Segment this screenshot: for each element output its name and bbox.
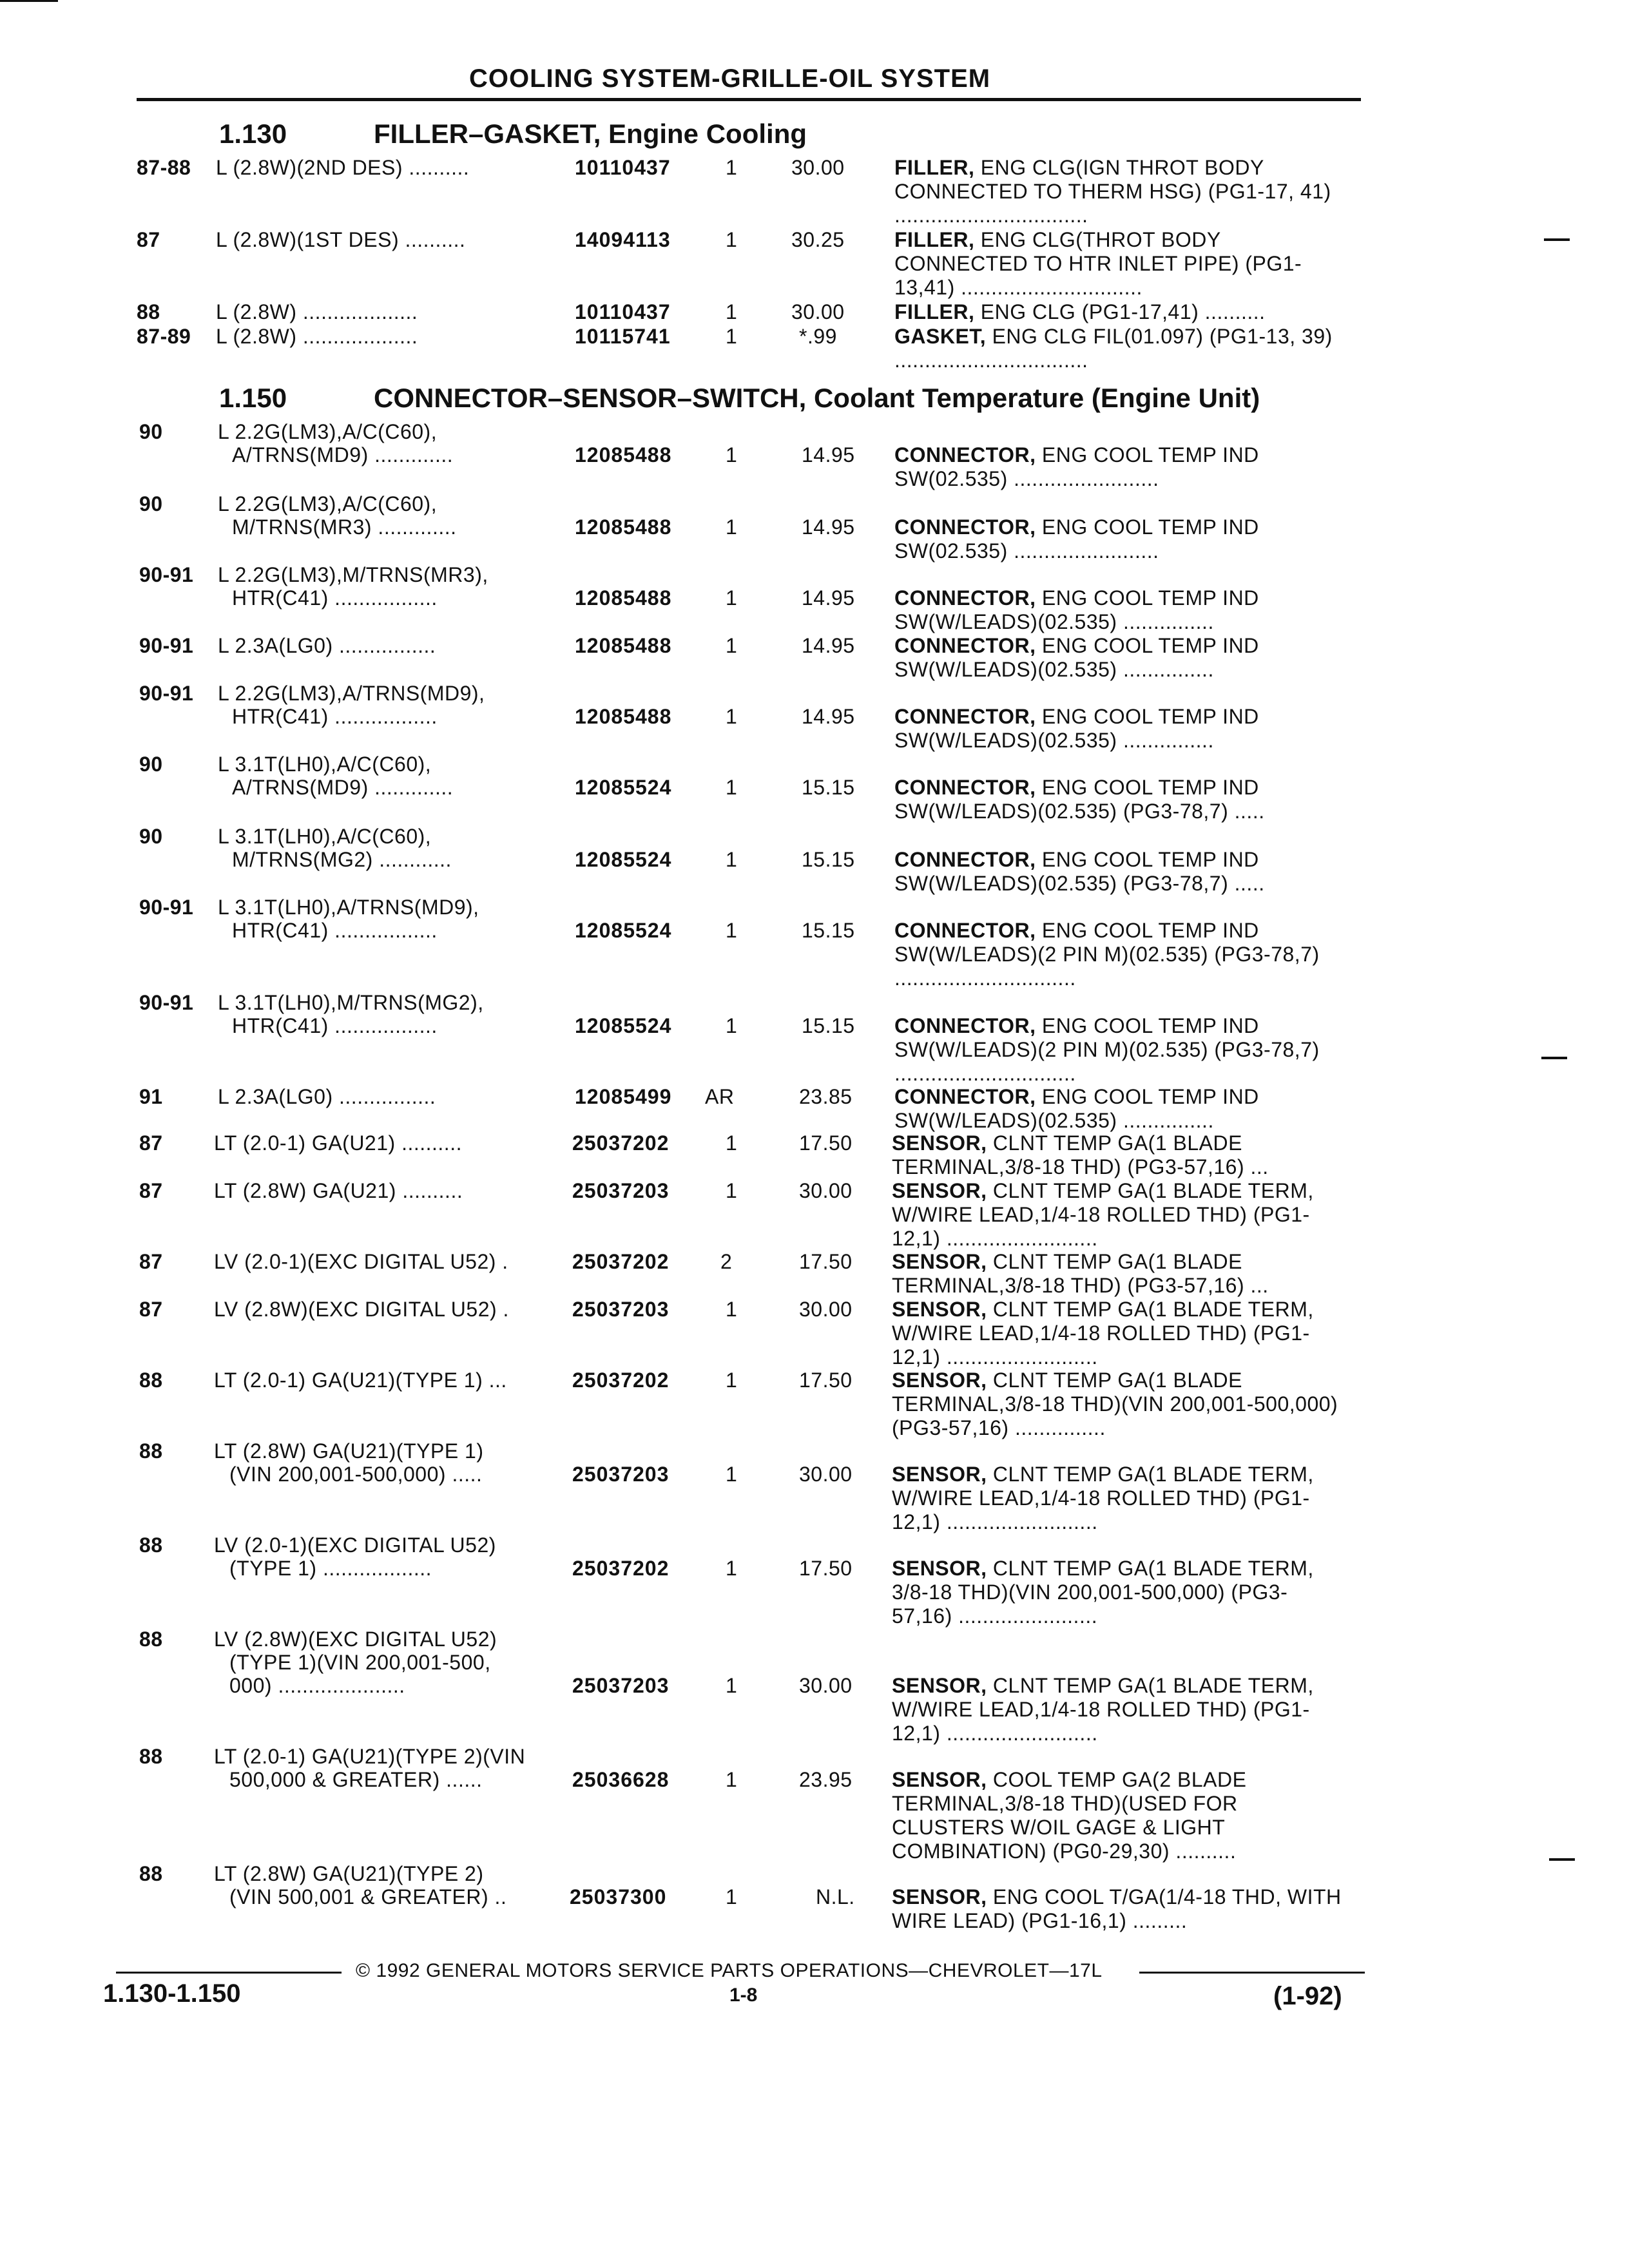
desc-keyword: SENSOR, (892, 1463, 987, 1486)
header-rule (137, 98, 1361, 101)
row-model: L 3.1T(LH0),A/C(C60), (218, 825, 432, 848)
row-description (892, 1885, 1343, 1933)
desc-keyword: SENSOR, (892, 1369, 987, 1392)
row-model: LT (2.0-1) GA(U21)(TYPE 2)(VIN (214, 1745, 526, 1768)
row-qty: 1 (726, 1131, 738, 1155)
row-year: 90 (139, 492, 163, 515)
row-part-number: 12085524 (575, 919, 672, 942)
row-qty: 1 (726, 325, 738, 348)
row-qty: 1 (726, 1674, 738, 1697)
desc-keyword: SENSOR, (892, 1885, 987, 1908)
row-price: 17.50 (799, 1557, 853, 1580)
row-year: 87 (137, 228, 160, 251)
row-price: 23.85 (799, 1085, 853, 1108)
row-year: 88 (139, 1369, 163, 1392)
row-model: LV (2.0-1)(EXC DIGITAL U52) . (214, 1250, 508, 1273)
desc-text: ENG COOL TEMP IND SW(W/LEADS)(02.535) ............... (894, 705, 1259, 752)
row-description (894, 1014, 1345, 1086)
row-model: LT (2.0-1) GA(U21) .......... (214, 1131, 462, 1155)
row-model: L 3.1T(LH0),M/TRNS(MG2), (218, 991, 484, 1014)
row-model-cont: HTR(C41) ................. (232, 586, 438, 610)
row-price: 14.95 (802, 443, 855, 466)
row-price: 30.00 (791, 300, 845, 323)
row-part-number: 25037202 (572, 1369, 670, 1392)
row-part-number: 10110437 (575, 156, 671, 179)
desc-text: CLNT TEMP GA(1 BLADE TERM, W/WIRE LEAD,1/4-18 ROLLED THD) (PG1-12,1) ......................... (892, 1298, 1314, 1369)
row-model: L 2.2G(LM3),A/C(C60), (218, 420, 438, 443)
row-model: L 2.3A(LG0) ................ (218, 634, 436, 657)
row-description (892, 1369, 1343, 1440)
row-price: 23.95 (799, 1768, 853, 1791)
row-part-number: 25037300 (570, 1885, 667, 1908)
desc-keyword: CONNECTOR, (894, 634, 1036, 657)
row-qty: 1 (726, 156, 738, 179)
row-model-cont: (TYPE 1)(VIN 200,001-500, (229, 1651, 491, 1674)
row-part-number: 14094113 (575, 228, 671, 251)
row-model: L (2.8W) ................... (216, 325, 418, 348)
row-part-number: 25037202 (572, 1131, 670, 1155)
desc-keyword: SENSOR, (892, 1768, 987, 1791)
row-part-number: 25037203 (572, 1298, 670, 1321)
row-part-number: 25037203 (572, 1463, 670, 1486)
row-year: 88 (139, 1628, 163, 1651)
row-price: 15.15 (802, 848, 855, 871)
section-title: FILLER–GASKET, Engine Cooling (374, 119, 807, 149)
desc-keyword: CONNECTOR, (894, 776, 1036, 799)
desc-keyword: CONNECTOR, (894, 919, 1036, 942)
desc-keyword: FILLER, (894, 156, 975, 179)
row-year: 87 (139, 1298, 163, 1321)
row-model: L 3.1T(LH0),A/TRNS(MD9), (218, 896, 479, 919)
row-qty: 1 (726, 1179, 738, 1202)
row-part-number: 25037203 (572, 1674, 670, 1697)
row-model-cont: HTR(C41) ................. (232, 1014, 438, 1037)
desc-keyword: CONNECTOR, (894, 848, 1036, 871)
row-part-number: 25037203 (572, 1179, 670, 1202)
row-description (894, 586, 1345, 634)
desc-text: ENG COOL TEMP IND SW(W/LEADS)(02.535) (PG3-78,7) ..... (894, 848, 1265, 895)
row-model: LT (2.8W) GA(U21) .......... (214, 1179, 463, 1202)
row-model: L 2.2G(LM3),A/TRNS(MD9), (218, 682, 485, 705)
row-part-number: 12085488 (575, 634, 672, 657)
corner-mark (0, 0, 58, 2)
row-model-cont: 500,000 & GREATER) ...... (229, 1768, 483, 1791)
row-qty: 1 (726, 1768, 738, 1791)
desc-keyword: FILLER, (894, 300, 975, 323)
row-qty: 1 (726, 1369, 738, 1392)
section-number: 1.150 (219, 383, 287, 413)
row-model-cont: M/TRNS(MG2) ............ (232, 848, 452, 871)
row-model-cont: A/TRNS(MD9) ............. (232, 776, 454, 799)
desc-text: ENG CLG(THROT BODY CONNECTED TO HTR INLET PIPE) (PG1-13,41) .............................. (894, 228, 1302, 299)
row-description (894, 156, 1345, 227)
desc-text: ENG COOL TEMP IND SW(W/LEADS)(02.535) ............... (894, 1085, 1259, 1132)
row-qty: 1 (726, 848, 738, 871)
row-description (892, 1131, 1343, 1179)
row-qty: 1 (726, 1298, 738, 1321)
row-price: 30.25 (791, 228, 845, 251)
footer-date-code: (1-92) (1273, 1982, 1342, 2010)
row-part-number: 25036628 (572, 1768, 670, 1791)
desc-text: CLNT TEMP GA(1 BLADE TERM, 3/8-18 THD)(VIN 200,001-500,000) (PG3-57,16) ....................... (892, 1557, 1314, 1628)
row-model-cont: (VIN 200,001-500,000) ..... (229, 1463, 483, 1486)
margin-mark (1541, 1057, 1567, 1059)
margin-mark (1549, 1858, 1575, 1861)
desc-keyword: SENSOR, (892, 1674, 987, 1697)
desc-text: ENG COOL TEMP IND SW(W/LEADS)(02.535) (PG3-78,7) ..... (894, 776, 1265, 823)
row-model: L 2.3A(LG0) ................ (218, 1085, 436, 1108)
row-price: 15.15 (802, 919, 855, 942)
row-model: L 3.1T(LH0),A/C(C60), (218, 753, 432, 776)
row-price: 14.95 (802, 634, 855, 657)
row-year: 88 (139, 1862, 163, 1885)
row-price: 14.95 (802, 515, 855, 539)
footer-page-number: 1-8 (729, 1984, 758, 2006)
desc-keyword: SENSOR, (892, 1179, 987, 1202)
row-description (894, 443, 1345, 491)
row-year: 87-89 (137, 325, 191, 348)
row-part-number: 12085488 (575, 705, 672, 728)
row-description (892, 1674, 1343, 1745)
desc-keyword: SENSOR, (892, 1131, 987, 1155)
row-description (892, 1250, 1343, 1298)
row-model: LT (2.0-1) GA(U21)(TYPE 1) ... (214, 1369, 507, 1392)
row-model-cont: HTR(C41) ................. (232, 705, 438, 728)
row-description (892, 1179, 1343, 1251)
row-qty: 1 (726, 515, 738, 539)
row-part-number: 25037202 (572, 1250, 670, 1273)
row-description (894, 228, 1345, 300)
row-model-cont: (VIN 500,001 & GREATER) .. (229, 1885, 507, 1908)
row-description (894, 919, 1345, 990)
row-qty: 2 (720, 1250, 733, 1273)
row-qty: 1 (726, 1463, 738, 1486)
row-price: *.99 (799, 325, 837, 348)
margin-mark (1544, 238, 1570, 241)
row-model-cont: M/TRNS(MR3) ............. (232, 515, 457, 539)
row-year: 88 (137, 300, 160, 323)
row-year: 90-91 (139, 634, 194, 657)
row-price: 17.50 (799, 1369, 853, 1392)
row-price: 30.00 (799, 1298, 853, 1321)
row-description (894, 1085, 1345, 1133)
row-year: 90-91 (139, 896, 194, 919)
row-description (892, 1557, 1343, 1628)
desc-keyword: CONNECTOR, (894, 586, 1036, 610)
footer-copyright: © 1992 GENERAL MOTORS SERVICE PARTS OPERATIONS—CHEVROLET—17L (356, 1960, 1103, 1981)
row-qty: 1 (726, 228, 738, 251)
desc-text: ENG COOL TEMP IND SW(02.535) ........................ (894, 443, 1259, 490)
desc-keyword: CONNECTOR, (894, 705, 1036, 728)
desc-text: ENG CLG(IGN THROT BODY CONNECTED TO THERM HSG) (PG1-17, 41) ................................ (894, 156, 1331, 227)
row-description (894, 776, 1345, 823)
desc-text: ENG COOL TEMP IND SW(W/LEADS)(2 PIN M)(02.535) (PG3-78,7) .............................. (894, 1014, 1320, 1085)
desc-text: ENG COOL TEMP IND SW(W/LEADS)(02.535) ............... (894, 634, 1259, 681)
row-description (894, 705, 1345, 753)
row-price: 30.00 (791, 156, 845, 179)
row-description (894, 300, 1345, 324)
row-qty: 1 (726, 443, 738, 466)
row-part-number: 12085524 (575, 848, 672, 871)
row-qty: 1 (726, 1014, 738, 1037)
row-year: 90 (139, 420, 163, 443)
desc-keyword: CONNECTOR, (894, 515, 1036, 539)
row-qty: 1 (726, 1885, 738, 1908)
row-price: 17.50 (799, 1131, 853, 1155)
row-year: 90-91 (139, 991, 194, 1014)
desc-text: COOL TEMP GA(2 BLADE TERMINAL,3/8-18 THD)(USED FOR CLUSTERS W/OIL GAGE & LIGHT COMBINATION) (PG0-29,30) .......... (892, 1768, 1247, 1863)
desc-text: CLNT TEMP GA(1 BLADE TERMINAL,3/8-18 THD) (PG3-57,16) ... (892, 1250, 1269, 1297)
row-year: 87 (139, 1250, 163, 1273)
desc-keyword: GASKET, (894, 325, 987, 348)
desc-keyword: CONNECTOR, (894, 1085, 1036, 1108)
desc-text: CLNT TEMP GA(1 BLADE TERM, W/WIRE LEAD,1/4-18 ROLLED THD) (PG1-12,1) ......................... (892, 1179, 1314, 1250)
desc-text: ENG CLG (PG1-17,41) .......... (980, 300, 1266, 323)
row-qty: AR (705, 1085, 735, 1108)
desc-text: CLNT TEMP GA(1 BLADE TERMINAL,3/8-18 THD)(VIN 200,001-500,000) (PG3-57,16) ............... (892, 1369, 1338, 1439)
desc-keyword: SENSOR, (892, 1298, 987, 1321)
footer-rule-left (116, 1972, 342, 1974)
row-model: L 2.2G(LM3),A/C(C60), (218, 492, 438, 515)
row-qty: 1 (726, 776, 738, 799)
section-number: 1.130 (219, 119, 287, 149)
row-model: LT (2.8W) GA(U21)(TYPE 2) (214, 1862, 484, 1885)
row-model: LV (2.8W)(EXC DIGITAL U52) (214, 1628, 497, 1651)
row-part-number: 25037202 (572, 1557, 670, 1580)
desc-text: CLNT TEMP GA(1 BLADE TERM, W/WIRE LEAD,1/4-18 ROLLED THD) (PG1-12,1) ......................... (892, 1674, 1314, 1745)
desc-text: ENG COOL TEMP IND SW(W/LEADS)(2 PIN M)(02.535) (PG3-78,7) .............................. (894, 919, 1320, 990)
row-year: 88 (139, 1745, 163, 1768)
desc-text: ENG CLG FIL(01.097) (PG1-13, 39) ................................ (894, 325, 1333, 372)
row-model: L (2.8W)(2ND DES) .......... (216, 156, 470, 179)
row-description (894, 634, 1345, 682)
row-model-cont: HTR(C41) ................. (232, 919, 438, 942)
row-price: 15.15 (802, 776, 855, 799)
row-description (892, 1463, 1343, 1534)
desc-keyword: SENSOR, (892, 1557, 987, 1580)
row-model: L (2.8W)(1ST DES) .......... (216, 228, 466, 251)
row-price: 14.95 (802, 705, 855, 728)
row-part-number: 10115741 (575, 325, 671, 348)
desc-keyword: CONNECTOR, (894, 443, 1036, 466)
row-model-cont: A/TRNS(MD9) ............. (232, 443, 454, 466)
row-description (892, 1768, 1343, 1863)
row-part-number: 12085488 (575, 586, 672, 610)
row-qty: 1 (726, 705, 738, 728)
desc-text: CLNT TEMP GA(1 BLADE TERMINAL,3/8-18 THD) (PG3-57,16) ... (892, 1131, 1269, 1178)
row-year: 90-91 (139, 682, 194, 705)
row-description (894, 515, 1345, 563)
row-model: LV (2.0-1)(EXC DIGITAL U52) (214, 1533, 496, 1557)
desc-text: CLNT TEMP GA(1 BLADE TERM, W/WIRE LEAD,1/4-18 ROLLED THD) (PG1-12,1) ......................... (892, 1463, 1314, 1533)
row-year: 87-88 (137, 156, 191, 179)
row-part-number: 12085499 (575, 1085, 672, 1108)
row-model: LV (2.8W)(EXC DIGITAL U52) . (214, 1298, 509, 1321)
row-model-cont: (TYPE 1) .................. (229, 1557, 432, 1580)
footer-section-range: 1.130-1.150 (103, 1979, 241, 2008)
row-year: 90 (139, 825, 163, 848)
desc-keyword: FILLER, (894, 228, 975, 251)
row-qty: 1 (726, 300, 738, 323)
row-model: LT (2.8W) GA(U21)(TYPE 1) (214, 1439, 484, 1463)
row-price: 17.50 (799, 1250, 853, 1273)
row-year: 87 (139, 1131, 163, 1155)
page-header-title: COOLING SYSTEM-GRILLE-OIL SYSTEM (469, 64, 991, 93)
desc-text: ENG COOL TEMP IND SW(W/LEADS)(02.535) ............... (894, 586, 1259, 633)
row-qty: 1 (726, 919, 738, 942)
row-year: 87 (139, 1179, 163, 1202)
row-model: L (2.8W) ................... (216, 300, 418, 323)
row-part-number: 12085524 (575, 776, 672, 799)
row-description (894, 848, 1345, 896)
section-title: CONNECTOR–SENSOR–SWITCH, Coolant Temperature (Engine Unit) (374, 383, 1260, 413)
row-price: 30.00 (799, 1179, 853, 1202)
row-year: 91 (139, 1085, 163, 1108)
row-qty: 1 (726, 586, 738, 610)
row-part-number: 10110437 (575, 300, 671, 323)
row-description (892, 1298, 1343, 1369)
desc-text: ENG COOL TEMP IND SW(02.535) ........................ (894, 515, 1259, 562)
row-year: 88 (139, 1439, 163, 1463)
row-year: 88 (139, 1533, 163, 1557)
row-qty: 1 (726, 634, 738, 657)
row-year: 90-91 (139, 563, 194, 586)
row-price: 15.15 (802, 1014, 855, 1037)
desc-keyword: CONNECTOR, (894, 1014, 1036, 1037)
row-price: 30.00 (799, 1463, 853, 1486)
desc-text: ENG COOL T/GA(1/4-18 THD, WITH WIRE LEAD) (PG1-16,1) ......... (892, 1885, 1342, 1932)
row-part-number: 12085488 (575, 515, 672, 539)
row-year: 90 (139, 753, 163, 776)
row-part-number: 12085488 (575, 443, 672, 466)
row-qty: 1 (726, 1557, 738, 1580)
row-price: N.L. (816, 1885, 855, 1908)
row-price: 30.00 (799, 1674, 853, 1697)
footer-rule-right (1139, 1972, 1365, 1974)
row-model: L 2.2G(LM3),M/TRNS(MR3), (218, 563, 488, 586)
row-description (894, 325, 1345, 372)
row-price: 14.95 (802, 586, 855, 610)
row-part-number: 12085524 (575, 1014, 672, 1037)
row-model-cont: 000) ..................... (229, 1674, 405, 1697)
desc-keyword: SENSOR, (892, 1250, 987, 1273)
